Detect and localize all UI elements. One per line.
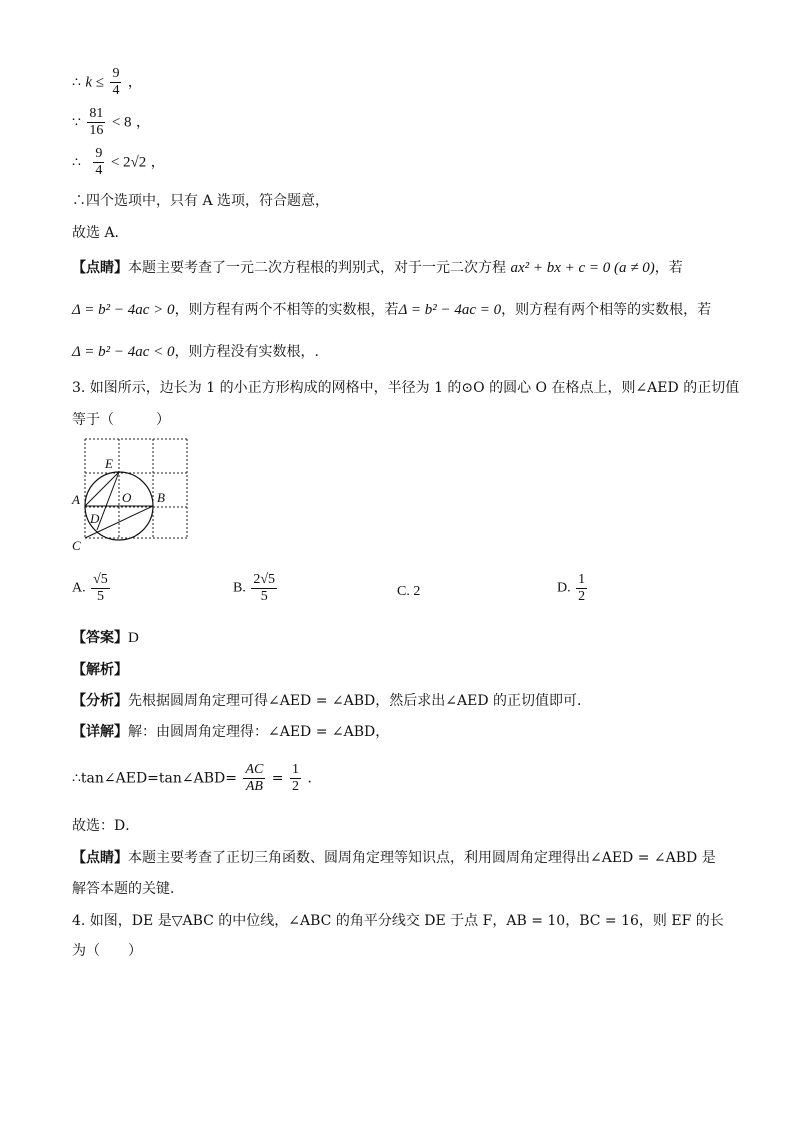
fraction-ac-ab xyxy=(243,762,265,795)
frac-num: 9 xyxy=(95,146,103,161)
q3-stem-line-1: 3. 如图所示，边长为 1 的小正方形构成的网格中，半径为 1 的⊙O 的圆心 O 在格点上，则∠AED 的正切值 xyxy=(72,380,740,396)
label-o: O xyxy=(122,490,132,505)
q4-stem-line-2: 为（ ） xyxy=(72,943,142,959)
frac-num: AC xyxy=(245,762,264,777)
fenxi-text: 先根据圆周角定理可得∠AED = ∠ABD，然后求出∠AED 的正切值即可． xyxy=(128,693,592,709)
xiangjie-text: 解：由圆周角定理得：∠AED = ∠ABD， xyxy=(128,724,390,740)
frac-den: 5 xyxy=(96,589,104,604)
frac-den: 4 xyxy=(95,163,103,178)
q3-figure xyxy=(70,434,195,556)
xiangjie-tag: 【详解】 xyxy=(72,724,128,740)
option-a-fraction xyxy=(91,572,110,605)
delta-text: ，则方程有两个不相等的实数根，若 xyxy=(174,302,399,318)
frac-num: √5 xyxy=(93,572,108,587)
label-b: B xyxy=(157,490,165,505)
comma: ， xyxy=(150,154,165,171)
answer-line xyxy=(72,628,139,648)
line-k-le-9-4 xyxy=(72,66,142,99)
option-a[interactable] xyxy=(72,572,112,605)
dianjing-tag: 【点睛】 xyxy=(72,260,128,276)
option-d[interactable] xyxy=(557,572,589,605)
delta-line-2 xyxy=(72,342,319,362)
equals-sign: = xyxy=(271,770,284,787)
q3-dianjing-line-2: 解答本题的关键． xyxy=(72,881,184,897)
xiangjie-line xyxy=(72,722,389,742)
option-a-label: A. xyxy=(72,580,86,596)
label-e: E xyxy=(105,456,113,471)
frac-den: 16 xyxy=(89,123,104,138)
frac-num: 1 xyxy=(578,572,586,587)
delta-gt-0: Δ = b² − 4ac > 0 xyxy=(72,302,175,318)
frac-num: 81 xyxy=(89,106,104,121)
fenxi-tag: 【分析】 xyxy=(72,693,128,709)
dianjing-text: 本题主要考查了一元二次方程根的判别式，对于一元二次方程 xyxy=(128,260,506,276)
dianjing-tag: 【点睛】 xyxy=(72,850,128,866)
line-only-a: ∴四个选项中，只有 A 选项，符合题意， xyxy=(72,193,330,209)
delta-eq-0: Δ = b² − 4ac = 0 xyxy=(398,302,502,318)
option-b[interactable] xyxy=(233,572,279,605)
option-c[interactable]: C. 2 xyxy=(397,584,421,599)
option-b-fraction xyxy=(251,572,277,605)
expr-lt-2sqrt2: < 2√2 xyxy=(110,154,147,171)
frac-num: 9 xyxy=(112,66,120,81)
therefore-symbol: ∴ xyxy=(72,154,81,171)
label-d: D xyxy=(90,511,100,526)
delta-text-tail: ，则方程没有实数根，. xyxy=(174,344,320,360)
answer-tag: 【答案】 xyxy=(72,630,128,646)
expr-lt-8: < 8 xyxy=(111,114,132,131)
comma: ， xyxy=(127,74,142,91)
choose-d-line: 故选：D． xyxy=(72,818,140,834)
frac-den: 2 xyxy=(291,779,299,794)
delta-line-1 xyxy=(72,300,711,320)
frac-num: 1 xyxy=(291,762,299,777)
dianjing-tail: ，若 xyxy=(654,260,683,276)
frac-num: 2√5 xyxy=(253,572,276,587)
jiexi-line xyxy=(72,660,128,680)
fraction-1-2 xyxy=(290,762,301,795)
quadratic-equation: ax² + bx + c = 0 (a ≠ 0) xyxy=(510,260,655,276)
line-9-4-lt-2sqrt2 xyxy=(72,146,165,179)
period: ． xyxy=(307,770,322,787)
frac-den: 4 xyxy=(112,83,120,98)
comma: ， xyxy=(136,114,150,131)
q4-stem-line-1: 4. 如图，DE 是▽ABC 的中位线，∠ABC 的角平分线交 DE 于点 F，AB = 10，BC = 16，则 EF 的长 xyxy=(72,913,724,929)
frac-den: AB xyxy=(245,779,263,794)
fraction-81-16 xyxy=(87,106,105,139)
jiexi-tag: 【解析】 xyxy=(72,662,128,678)
option-b-label: B. xyxy=(233,580,246,596)
because-symbol: ∵ xyxy=(72,114,81,131)
label-a: A xyxy=(72,492,80,507)
option-d-label: D. xyxy=(557,580,571,596)
fraction-9-4 xyxy=(93,146,104,179)
q3-dianjing-line-1 xyxy=(72,848,716,868)
delta-text-tail: ，则方程有两个相等的实数根，若 xyxy=(501,302,712,318)
expr-k-le: k ≤ xyxy=(85,74,105,91)
line-choose-a: 故选 A． xyxy=(72,225,129,241)
frac-den: 2 xyxy=(578,589,586,604)
dianjing-text: 本题主要考查了正切三角函数、圆周角定理等知识点，利用圆周角定理得出∠AED = ∠ABD 是 xyxy=(128,850,716,866)
segment-ed xyxy=(97,472,119,530)
grid-lines xyxy=(85,439,187,538)
fenxi-line xyxy=(72,691,591,711)
tan-prefix: ∴tan∠AED=tan∠ABD= xyxy=(72,770,237,787)
frac-den: 5 xyxy=(260,589,268,604)
tan-line xyxy=(72,762,321,795)
line-81-16-lt-8 xyxy=(72,106,150,139)
q3-stem-line-2: 等于（ ） xyxy=(72,412,170,428)
dianjing-line-1 xyxy=(72,258,683,278)
delta-lt-0: Δ = b² − 4ac < 0 xyxy=(72,344,175,360)
therefore-symbol: ∴ xyxy=(72,74,81,91)
label-c: C xyxy=(72,538,81,553)
option-d-fraction xyxy=(576,572,587,605)
fraction-9-4 xyxy=(110,66,121,99)
answer-value: D xyxy=(128,630,139,646)
